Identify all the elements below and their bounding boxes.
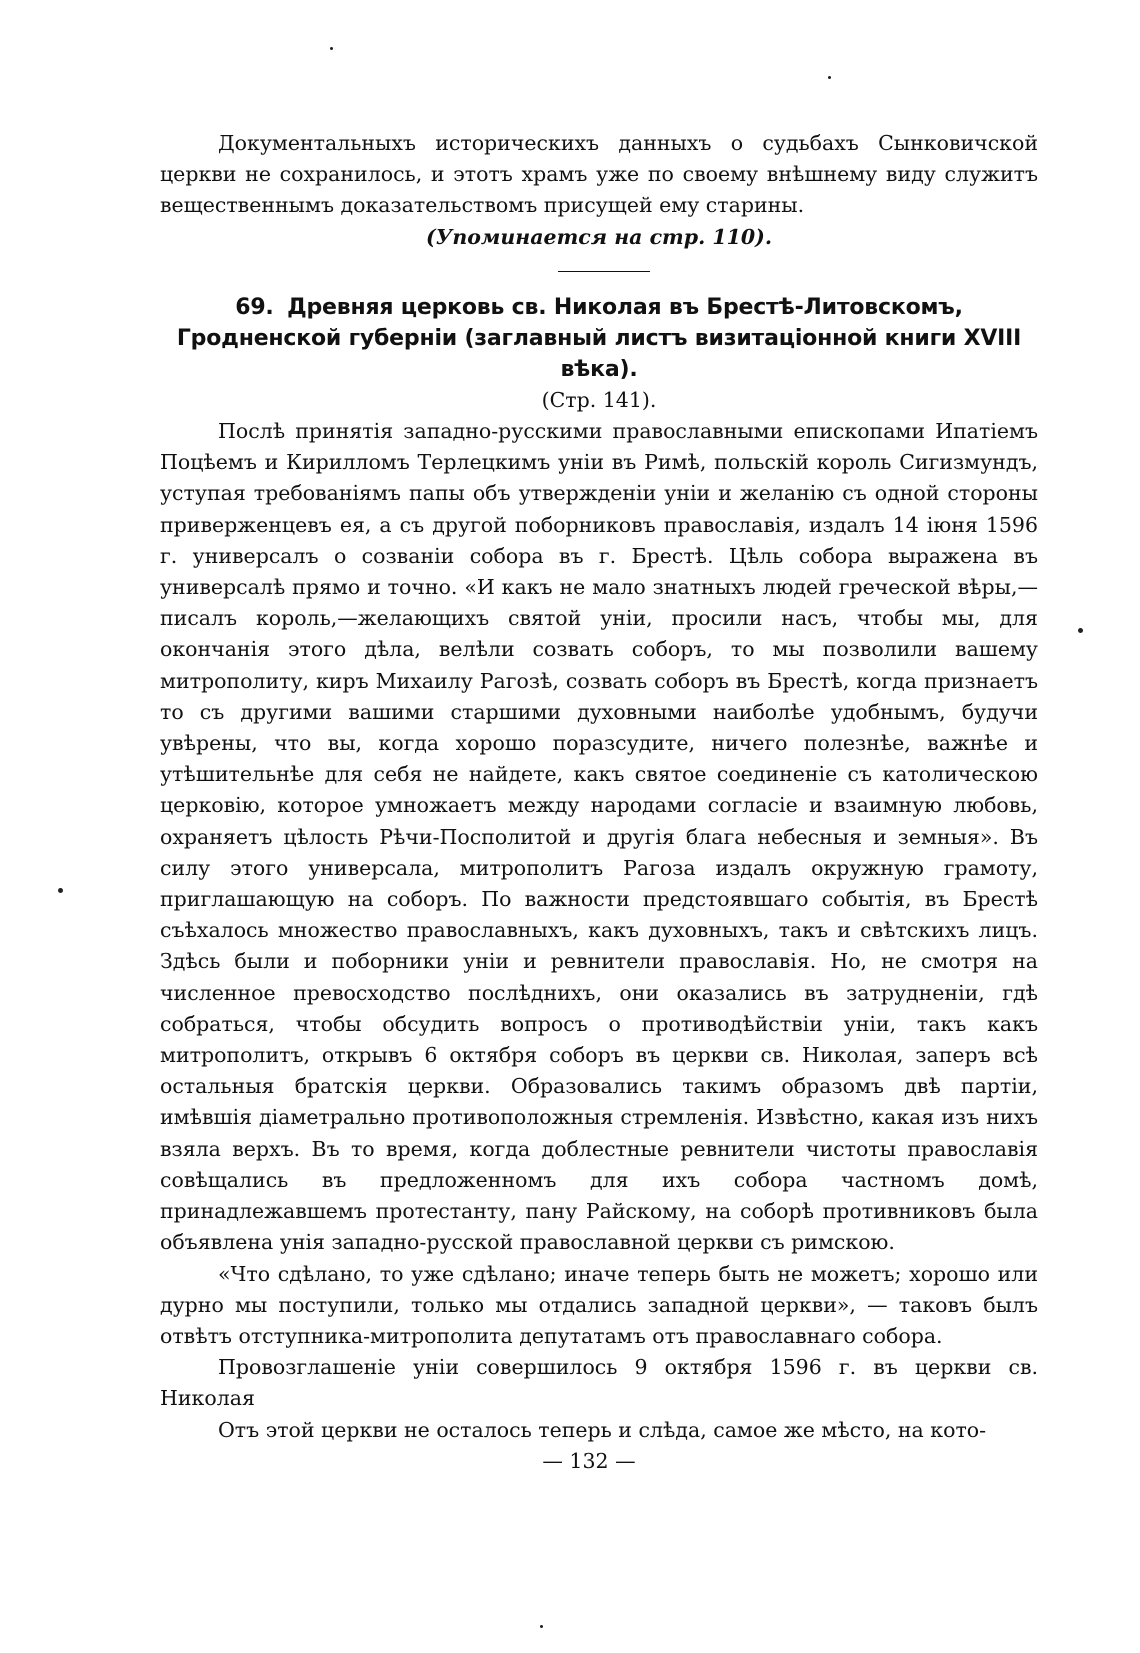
body-paragraph: Послѣ принятія западно-русскими православными епископами Ипатіемъ Поцѣемъ и Кирилломъ Терлецкимъ уніи въ Римѣ, польскій король Сигизмундъ, уступая требованіямъ папы объ утвержденіи уніи и желанію съ одной стороны приверженцевъ ея, а съ другой поборниковъ православія, издалъ 14 іюня 1596 г. универсалъ о созваніи собора въ г. Брестѣ. Цѣль собора выражена въ универсалѣ прямо и точно. «И какъ не мало знатныхъ людей греческой вѣры,—писалъ король,—желающихъ святой уніи, просили насъ, чтобы мы, для окончанія этого дѣла, велѣли созвать соборъ, то мы позволили вашему митрополиту, киръ Михаилу Рагозѣ, созвать соборъ въ Брестѣ, когда признаетъ то съ другими вашими старшими духовными наиболѣе удобнымъ, будучи увѣрены, что вы, когда хорошо поразсудите, ничего полезнѣе, важнѣе и утѣшительнѣе для себя не найдете, какъ святое соединеніе съ католическою церковію, которое умножаетъ между народами согласіе и взаимную любовь, охраняетъ цѣлость Рѣчи-Посполитой и другія блага небесныя и земныя». Въ силу этого универсала, митрополитъ Рагоза издалъ окружную грамоту, приглашающую на соборъ. По важности предстоявшаго событія, въ Брестѣ съѣхалось множество православныхъ, какъ духовныхъ, такъ и свѣтскихъ лицъ. Здѣсь были и поборники уніи и ревнители православія. Но, не смотря на численное превосходство послѣднихъ, они оказались въ затрудненіи, гдѣ собраться, чтобы обсудить вопросъ о противодѣйствіи уніи, такъ какъ митрополитъ, открывъ 6 октября соборъ въ церкви св. Николая, заперъ всѣ остальныя братскія церкви. Образовались такимъ образомъ двѣ партіи, имѣвшія діаметрально противоположныя стремленія. Извѣстно, какая изъ нихъ взяла верхъ. Въ то время, когда доблестные ревнители чистоты православія совѣщались въ предложенномъ для ихъ собора частномъ домѣ, принадлежавшемъ протестанту, пану Райскому, на соборѣ противниковъ была объявлена унія западно-русской православной церкви съ римскою. xyxy=(160,419,1038,1255)
section-heading xyxy=(160,292,1038,385)
page-number: — 132 — xyxy=(542,1448,636,1473)
intro-paragraph: Документальныхъ историческихъ данныхъ о судьбахъ Сынковичской церкви не сохранилось, и этотъ храмъ уже по своему внѣшнему виду служитъ вещественнымъ доказательствомъ присущей ему старины. xyxy=(160,131,1038,218)
scan-speck xyxy=(58,888,63,893)
scan-speck xyxy=(540,1625,543,1628)
section-number: 69. xyxy=(235,294,274,320)
section-page-ref: (Стр. 141). xyxy=(541,387,657,412)
scan-speck xyxy=(828,76,831,79)
body-paragraph: «Что сдѣлано, то уже сдѣлано; иначе теперь быть не можетъ; хорошо или дурно мы поступили, только мы отдались западной церкви», — таковъ былъ отвѣтъ отступника-митрополита депутатамъ отъ православнаго собора. xyxy=(160,1261,1038,1348)
section-title: Древняя церковь св. Николая въ Брестѣ-Литовскомъ, Гродненской губерніи (заглавный листъ визитаціонной книги XVIII вѣка). xyxy=(176,294,1022,382)
body-paragraph: Отъ этой церкви не осталось теперь и слѣда, самое же мѣсто, на кото- xyxy=(218,1417,987,1442)
body-paragraph: Провозглашеніе уніи совершилось 9 октября 1596 г. въ церкви св. Николая xyxy=(160,1355,1038,1411)
scan-speck xyxy=(330,47,333,50)
scan-speck xyxy=(1078,628,1083,633)
document-page xyxy=(160,128,1038,1477)
section-divider xyxy=(558,271,650,272)
cross-reference: (Упоминается на стр. 110). xyxy=(426,224,772,249)
